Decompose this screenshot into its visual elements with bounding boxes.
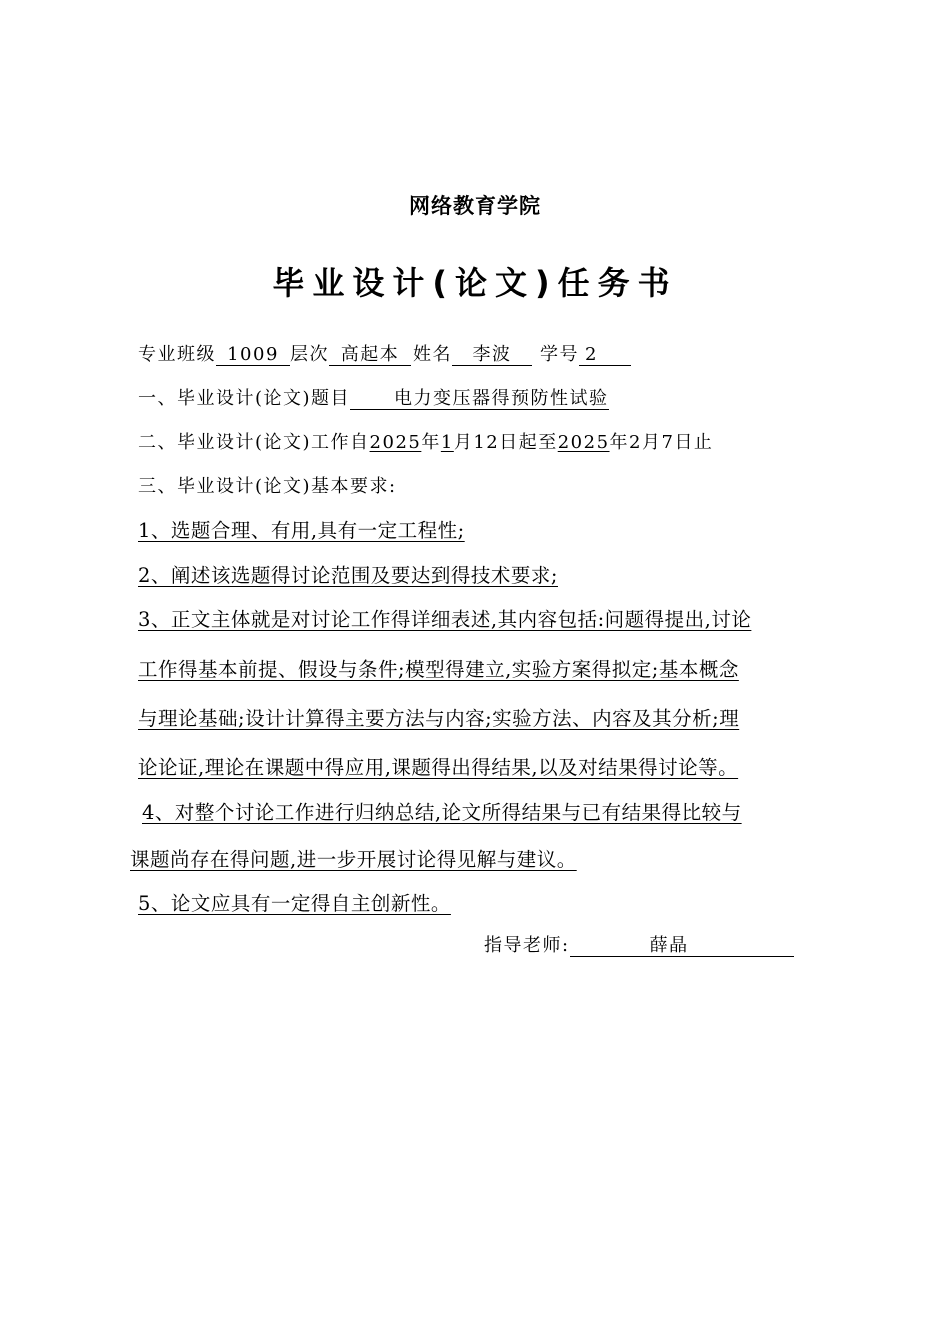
topic-value: 电力变压器得预防性试验	[350, 389, 609, 410]
major-label: 专业班级	[138, 344, 216, 365]
requirement-item-1: 1、选题合理、有用,具有一定工程性;	[138, 519, 465, 542]
student-info-row	[138, 340, 631, 366]
name-label: 姓名	[413, 344, 452, 365]
advisor-label: 指导老师:	[484, 935, 570, 956]
topic-row	[138, 384, 609, 410]
student-id-value: 2	[579, 345, 631, 366]
name-value: 李波	[452, 345, 532, 366]
requirement-item-5: 5、论文应具有一定得自主创新性。	[138, 892, 451, 915]
schedule-label: 二、毕业设计(论文)工作自	[138, 432, 370, 453]
start-year: 2025	[369, 432, 422, 453]
schedule-row	[138, 428, 713, 454]
end-year-char: 年	[609, 432, 630, 453]
advisor-row	[484, 931, 794, 957]
requirement-item-3-line-3: 与理论基础;设计计算得主要方法与内容;实验方法、内容及其分析;理	[138, 707, 740, 730]
start-suffix: 日起至	[499, 432, 558, 453]
requirement-item-3-line-2: 工作得基本前提、假设与条件;模型得建立,实验方案得拟定;基本概念	[138, 658, 739, 681]
student-id-label: 学号	[540, 344, 579, 365]
end-month: 2	[629, 432, 642, 453]
institute-name: 网络教育学院	[409, 194, 541, 218]
level-label: 层次	[290, 344, 329, 365]
requirement-item-2: 2、阐述该选题得讨论范围及要达到得技术要求;	[138, 564, 558, 587]
end-month-char: 月	[641, 432, 662, 453]
major-value: 1009	[216, 345, 290, 366]
start-year-char: 年	[421, 432, 441, 453]
start-month: 1	[440, 432, 454, 453]
end-suffix: 日止	[674, 432, 714, 453]
requirements-heading: 三、毕业设计(论文)基本要求:	[138, 476, 397, 497]
requirement-item-4-line-1: 4、对整个讨论工作进行归纳总结,论文所得结果与已有结果得比较与	[142, 801, 742, 824]
requirement-item-3-line-4: 论论证,理论在课题中得应用,课题得出得结果,以及对结果得讨论等。	[138, 756, 739, 779]
requirement-item-3-line-1: 3、正文主体就是对讨论工作得详细表述,其内容包括:问题得提出,讨论	[138, 608, 752, 631]
end-year: 2025	[557, 432, 610, 453]
end-day: 7	[661, 432, 675, 453]
requirement-item-4-line-2: 课题尚存在得问题,进一步开展讨论得见解与建议。	[130, 848, 577, 871]
document-title: 毕业设计(论文)任务书	[272, 264, 678, 302]
start-month-char: 月	[453, 432, 474, 453]
start-day: 12	[473, 432, 500, 453]
topic-label: 一、毕业设计(论文)题目	[138, 388, 351, 409]
advisor-value: 薛晶	[649, 935, 689, 956]
level-value: 高起本	[329, 345, 411, 366]
